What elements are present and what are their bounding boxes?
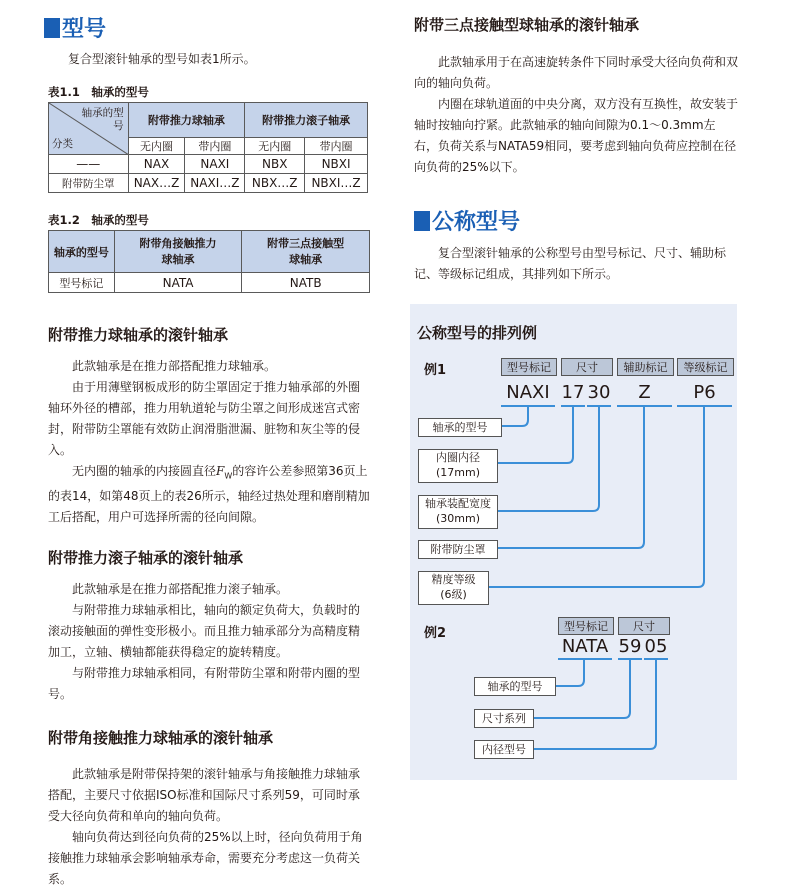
- ex2-underline: [618, 658, 642, 660]
- fw-symbol: F: [216, 464, 225, 478]
- table1-sub-0: 无内圈: [128, 138, 185, 155]
- table1-corner-top: 轴承的型号: [81, 107, 124, 132]
- connector-ex2-0: [554, 658, 584, 686]
- connector-ex1-1: [498, 406, 573, 463]
- ex1-code-0: NAXI: [506, 382, 550, 403]
- table2-cell: NATA: [114, 273, 242, 293]
- ex2-code-0: NATA: [561, 636, 609, 657]
- nominal-intro: 复合型滚针轴承的公称型号由型号标记、尺寸、辅助标记、等级标记组成，其排列如下所示。: [414, 246, 727, 281]
- table1-cell: NAXI…Z: [185, 174, 245, 193]
- model-intro: 复合型滚针轴承的型号如表1所示。: [68, 52, 256, 66]
- ex2-callout-2: 内径型号: [474, 740, 534, 759]
- table1-cell: NAX: [128, 155, 185, 174]
- s4-p1: 此款轴承用于在高速旋转条件下同时承受大径向负荷和双向的轴向负荷。: [414, 55, 739, 90]
- connector-ex1-0: [502, 406, 528, 426]
- ex1-callout-3: 附带防尘罩: [418, 540, 498, 559]
- table1-cell: NAXI: [185, 155, 245, 174]
- ex1-code-3: Z: [638, 382, 651, 403]
- table1-sub-2: 无内圈: [245, 138, 305, 155]
- ex1-tag-1: 尺寸: [561, 358, 613, 376]
- ex1-callout-1: 内圈内径 (17mm): [418, 449, 498, 483]
- s2-title: 附带推力滚子轴承的滚针轴承: [48, 549, 244, 567]
- ex2-callout-1: 尺寸系列: [474, 709, 534, 728]
- connector-ex1-4: [489, 406, 704, 587]
- ex2-code-2: 05: [644, 636, 668, 657]
- table1-group-0: 附带推力球轴承: [128, 103, 245, 138]
- table2-cell: NATB: [242, 273, 370, 293]
- ex1-code-1: 17: [561, 382, 585, 403]
- section-title-nominal: 公称型号: [414, 205, 520, 236]
- ex1-tag-3: 等级标记: [677, 358, 734, 376]
- ex2-tag-0: 型号标记: [558, 617, 614, 635]
- table2-header-1: 附带三点接触型球轴承: [242, 231, 370, 273]
- ex1-label: 例1: [424, 363, 447, 378]
- table1-cell: NBXI…Z: [305, 174, 368, 193]
- table1-cell: NAX…Z: [128, 174, 185, 193]
- s3-title: 附带角接触推力球轴承的滚针轴承: [48, 729, 274, 747]
- table2-header-0: 附带角接触推力球轴承: [114, 231, 242, 273]
- table1-cell: NBX: [245, 155, 305, 174]
- s1-p3: 无内圈的轴承的内接圆直径$F_W$的容许公差参照第36页上的表14，如第48页上的表26所示，轴经过热处理和磨削精加工后搭配，用户可选择所需的径向间隙。: [48, 464, 370, 525]
- ex1-callout-4: 精度等级 (6级): [418, 571, 489, 605]
- s4-title: 附带三点接触型球轴承的滚针轴承: [414, 16, 640, 34]
- table2-header-label: 轴承的型号: [49, 231, 115, 273]
- s2-p2: 与附带推力球轴承相比，轴向的额定负荷大，负载时的滚动接触面的弹性变形极小。而且推力轴承部分为高精度精加工，立轴、横轴都能获得稳定的旋转精度。: [48, 603, 361, 659]
- s2-p3: 与附带推力球轴承相同，有附带防尘罩和附带内圈的型号。: [48, 666, 361, 701]
- ex1-callout-2: 轴承装配宽度 (30mm): [418, 495, 498, 529]
- ex2-code-1: 59: [618, 636, 642, 657]
- table1-row1-label: 附带防尘罩: [49, 174, 129, 193]
- ex1-code-4: P6: [693, 382, 716, 403]
- ex2-underline: [644, 658, 668, 660]
- table1-caption: 表1.1 轴承的型号: [48, 85, 149, 99]
- ex1-tag-2: 辅助标记: [617, 358, 674, 376]
- s2-p1: 此款轴承是在推力部搭配推力滚子轴承。: [72, 582, 289, 596]
- panel-title: 公称型号的排列例: [417, 324, 538, 342]
- s1-p2: 由于用薄壁钢板成形的防尘罩固定于推力轴承部的外圈轴环外径的槽部，推力用轨道轮与防尘罩之间形成迷宫式密封，附带防尘罩能有效防止润滑脂泄漏、脏物和灰尘等的侵入。: [48, 380, 361, 457]
- ex2-underline: [558, 658, 612, 660]
- table2-row-label: 型号标记: [49, 273, 115, 293]
- s3-p1: 此款轴承是附带保持架的滚针轴承与角接触推力球轴承搭配，主要尺寸依据ISO标准和国际尺寸系列59，可同时承受大径向负荷和单向的轴向负荷。: [48, 767, 361, 823]
- ex1-tag-0: 型号标记: [501, 358, 557, 376]
- s4-p2: 内圈在球轨道面的中央分离，双方没有互换性，故安装于轴时按轴向拧紧。此款轴承的轴向间隙为0.1～0.3mm左右，负荷关系与NATA59相同，要考虑到轴向负荷应控制在径向负荷的25%以下。: [414, 97, 739, 174]
- table1-cell: NBXI: [305, 155, 368, 174]
- s1-title: 附带推力球轴承的滚针轴承: [48, 326, 229, 344]
- s3-p2: 轴向负荷达到径向负荷的25%以上时，径向负荷用于角接触推力球轴承会影响轴承寿命，需要充分考虑这一负荷关系。: [48, 830, 363, 886]
- table1-group-1: 附带推力滚子轴承: [245, 103, 368, 138]
- table1-corner-bottom: 分类: [52, 138, 73, 150]
- connector-ex2-2: [533, 658, 656, 749]
- ex2-callout-0: 轴承的型号: [474, 677, 556, 696]
- section-title-model: 型号: [44, 12, 106, 43]
- table1-sub-3: 带内圈: [305, 138, 368, 155]
- connector-ex1-3: [498, 406, 644, 548]
- table1-cell: NBX…Z: [245, 174, 305, 193]
- ex1-callout-0: 轴承的型号: [418, 418, 502, 437]
- ex2-label: 例2: [424, 626, 447, 641]
- ex2-tag-1: 尺寸: [618, 617, 670, 635]
- connector-ex1-2: [498, 406, 599, 511]
- table1-row0-label: ——: [49, 155, 129, 174]
- ex1-code-2: 30: [587, 382, 611, 403]
- table1-sub-1: 带内圈: [185, 138, 245, 155]
- s1-p1: 此款轴承是在推力部搭配推力球轴承。: [72, 359, 277, 373]
- table2-caption: 表1.2 轴承的型号: [48, 213, 149, 227]
